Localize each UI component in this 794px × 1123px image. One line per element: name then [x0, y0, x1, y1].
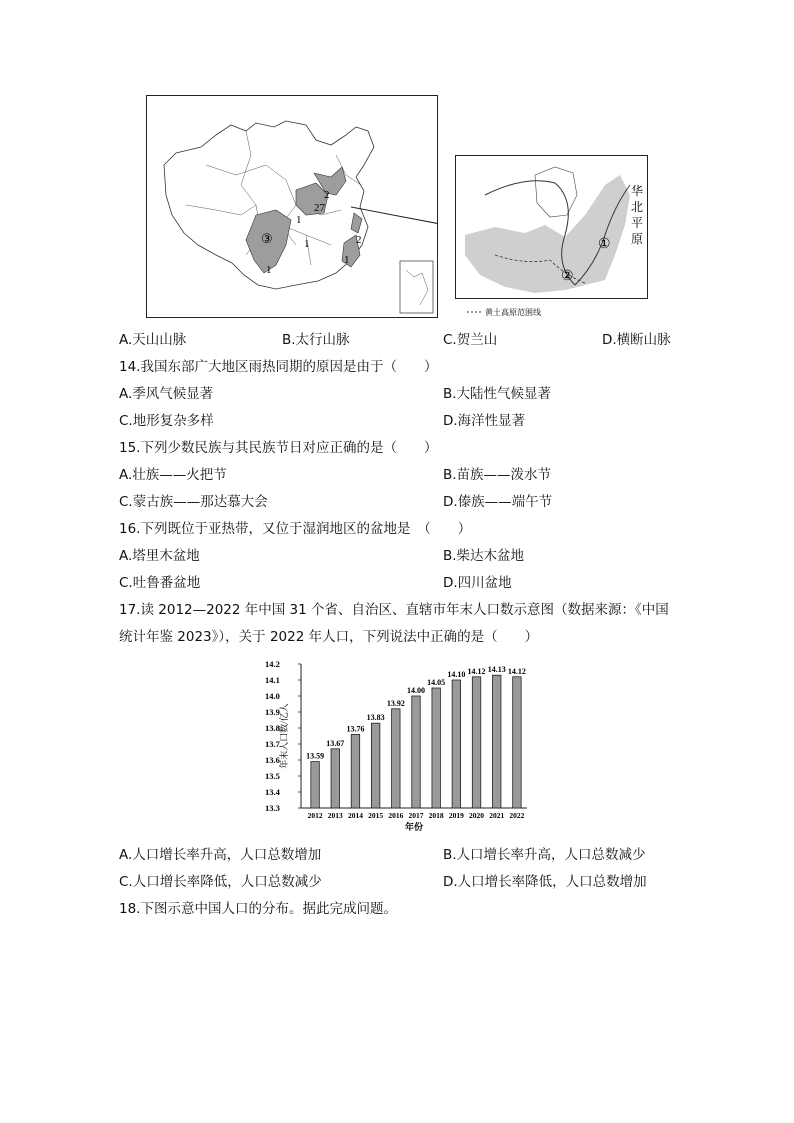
label-one-b: 1 — [304, 238, 310, 250]
bar-value-label: 13.76 — [346, 724, 365, 734]
bar — [472, 677, 480, 808]
label-ping: 平 — [631, 216, 644, 230]
y-tick-label: 13.8 — [265, 723, 280, 733]
x-tick-label: 2019 — [448, 811, 464, 820]
y-tick-label: 13.6 — [265, 755, 280, 765]
bar-value-label: 14.12 — [467, 666, 486, 676]
map-figure — [146, 95, 438, 318]
label-one-d: 1 — [344, 254, 350, 266]
q15-option-a[interactable]: A.壮族——火把节 — [119, 467, 227, 483]
x-axis-label: 年份 — [404, 822, 424, 832]
bar-value-label: 14.13 — [487, 665, 506, 675]
y-tick-label: 14.2 — [265, 659, 280, 669]
y-tick-label: 14.0 — [265, 691, 280, 701]
q14-option-d[interactable]: D.海洋性显著 — [443, 413, 526, 429]
bar-value-label: 14.00 — [407, 686, 425, 695]
bar — [371, 723, 379, 808]
x-tick-label: 2018 — [428, 811, 444, 820]
bar-value-label: 14.10 — [447, 670, 466, 679]
bar — [492, 675, 500, 808]
q15-option-d[interactable]: D.傣族——端午节 — [443, 494, 553, 510]
label-circle1: ① — [598, 237, 611, 252]
q13-option-a[interactable]: A.天山山脉 — [119, 332, 187, 348]
y-tick-label: 13.4 — [265, 787, 280, 797]
label-27: 27 — [314, 202, 325, 214]
q17-option-c[interactable]: C.人口增长率降低，人口总数减少 — [119, 874, 322, 890]
q13-option-d[interactable]: D.横断山脉 — [602, 332, 671, 348]
q15-option-c[interactable]: C.蒙古族——那达慕大会 — [119, 494, 268, 510]
label-two-a: 2 — [324, 189, 330, 201]
bar-value-label: 13.59 — [306, 751, 325, 761]
q17-option-a[interactable]: A.人口增长率升高，人口总数增加 — [119, 847, 322, 863]
q15-stem: 15.下列少数民族与其民族节日对应正确的是（ ） — [119, 440, 438, 456]
q17-stem-line2: 统计年鉴 2023》），关于 2022 年人口，下列说法中正确的是（ ） — [119, 629, 539, 645]
label-circle3: ③ — [261, 231, 273, 246]
q13-option-c[interactable]: C.贺兰山 — [443, 332, 498, 348]
bar — [331, 749, 339, 808]
bar — [412, 696, 420, 808]
x-tick-label: 2013 — [327, 811, 343, 820]
loess-inset-map — [455, 155, 648, 320]
y-tick-label: 13.3 — [265, 803, 280, 813]
x-tick-label: 2016 — [388, 811, 404, 820]
label-bei: 北 — [631, 200, 644, 214]
q17-stem-line1: 17.读 2012—2022 年中国 31 个省、自治区、直辖市年末人口数示意图（数据来源：《中国 — [119, 602, 669, 618]
x-tick-label: 2014 — [347, 811, 363, 820]
q13-option-b[interactable]: B.太行山脉 — [282, 332, 350, 348]
bar-value-label: 14.05 — [427, 678, 446, 687]
bar — [351, 734, 359, 808]
q17-option-b[interactable]: B.人口增长率升高，人口总数减少 — [443, 847, 646, 863]
q18-stem: 18.下图示意中国人口的分布。据此完成问题。 — [119, 901, 397, 917]
q16-stem: 16.下列既位于亚热带，又位于湿润地区的盆地是 （ ） — [119, 521, 472, 537]
bar — [392, 709, 400, 808]
q14-stem: 14.我国东部广大地区雨热同期的原因是由于（ ） — [119, 359, 438, 375]
label-yuan: 原 — [631, 232, 644, 246]
q15-option-b[interactable]: B.苗族——泼水节 — [443, 467, 552, 483]
q14-option-b[interactable]: B.大陆性气候显著 — [443, 386, 552, 402]
bar — [432, 688, 440, 808]
y-axis-label: 年末人口数/亿人 — [279, 703, 289, 769]
y-tick-label: 13.7 — [265, 739, 280, 749]
china-map — [146, 95, 438, 318]
y-tick-label: 13.9 — [265, 707, 280, 717]
y-tick-label: 13.5 — [265, 771, 280, 781]
x-tick-label: 2022 — [509, 811, 525, 820]
label-one-a: 1 — [296, 214, 302, 226]
south-sea-inset — [400, 261, 433, 313]
x-tick-label: 2021 — [489, 811, 505, 820]
chart-svg — [255, 656, 535, 836]
bar — [452, 680, 460, 808]
q16-option-c[interactable]: C.吐鲁番盆地 — [119, 575, 201, 591]
bar-value-label: 13.83 — [366, 713, 385, 723]
q17-option-d[interactable]: D.人口增长率降低，人口总数增加 — [443, 874, 647, 890]
label-one-c: 1 — [266, 264, 272, 276]
q14-option-a[interactable]: A.季风气候显著 — [119, 386, 214, 402]
x-tick-label: 2017 — [408, 811, 424, 820]
bar-value-label: 13.92 — [386, 698, 405, 708]
label-hua: 华 — [631, 184, 644, 198]
q16-option-a[interactable]: A.塔里木盆地 — [119, 548, 200, 564]
bar — [513, 677, 521, 808]
x-tick-label: 2020 — [469, 811, 485, 820]
y-tick-label: 14.1 — [265, 675, 280, 685]
population-bar-chart — [255, 656, 535, 836]
bar — [311, 762, 319, 808]
x-tick-label: 2012 — [307, 811, 323, 820]
bar-value-label: 14.12 — [507, 666, 526, 676]
x-tick-label: 2015 — [368, 811, 384, 820]
label-two-b: 2 — [356, 234, 362, 246]
q14-option-c[interactable]: C.地形复杂多样 — [119, 413, 214, 429]
label-circle2: ② — [561, 269, 574, 284]
q16-option-b[interactable]: B.柴达木盆地 — [443, 548, 525, 564]
inset-legend: 黄土高原范围线 — [485, 308, 541, 317]
bar-value-label: 13.67 — [326, 738, 345, 748]
q16-option-d[interactable]: D.四川盆地 — [443, 575, 512, 591]
